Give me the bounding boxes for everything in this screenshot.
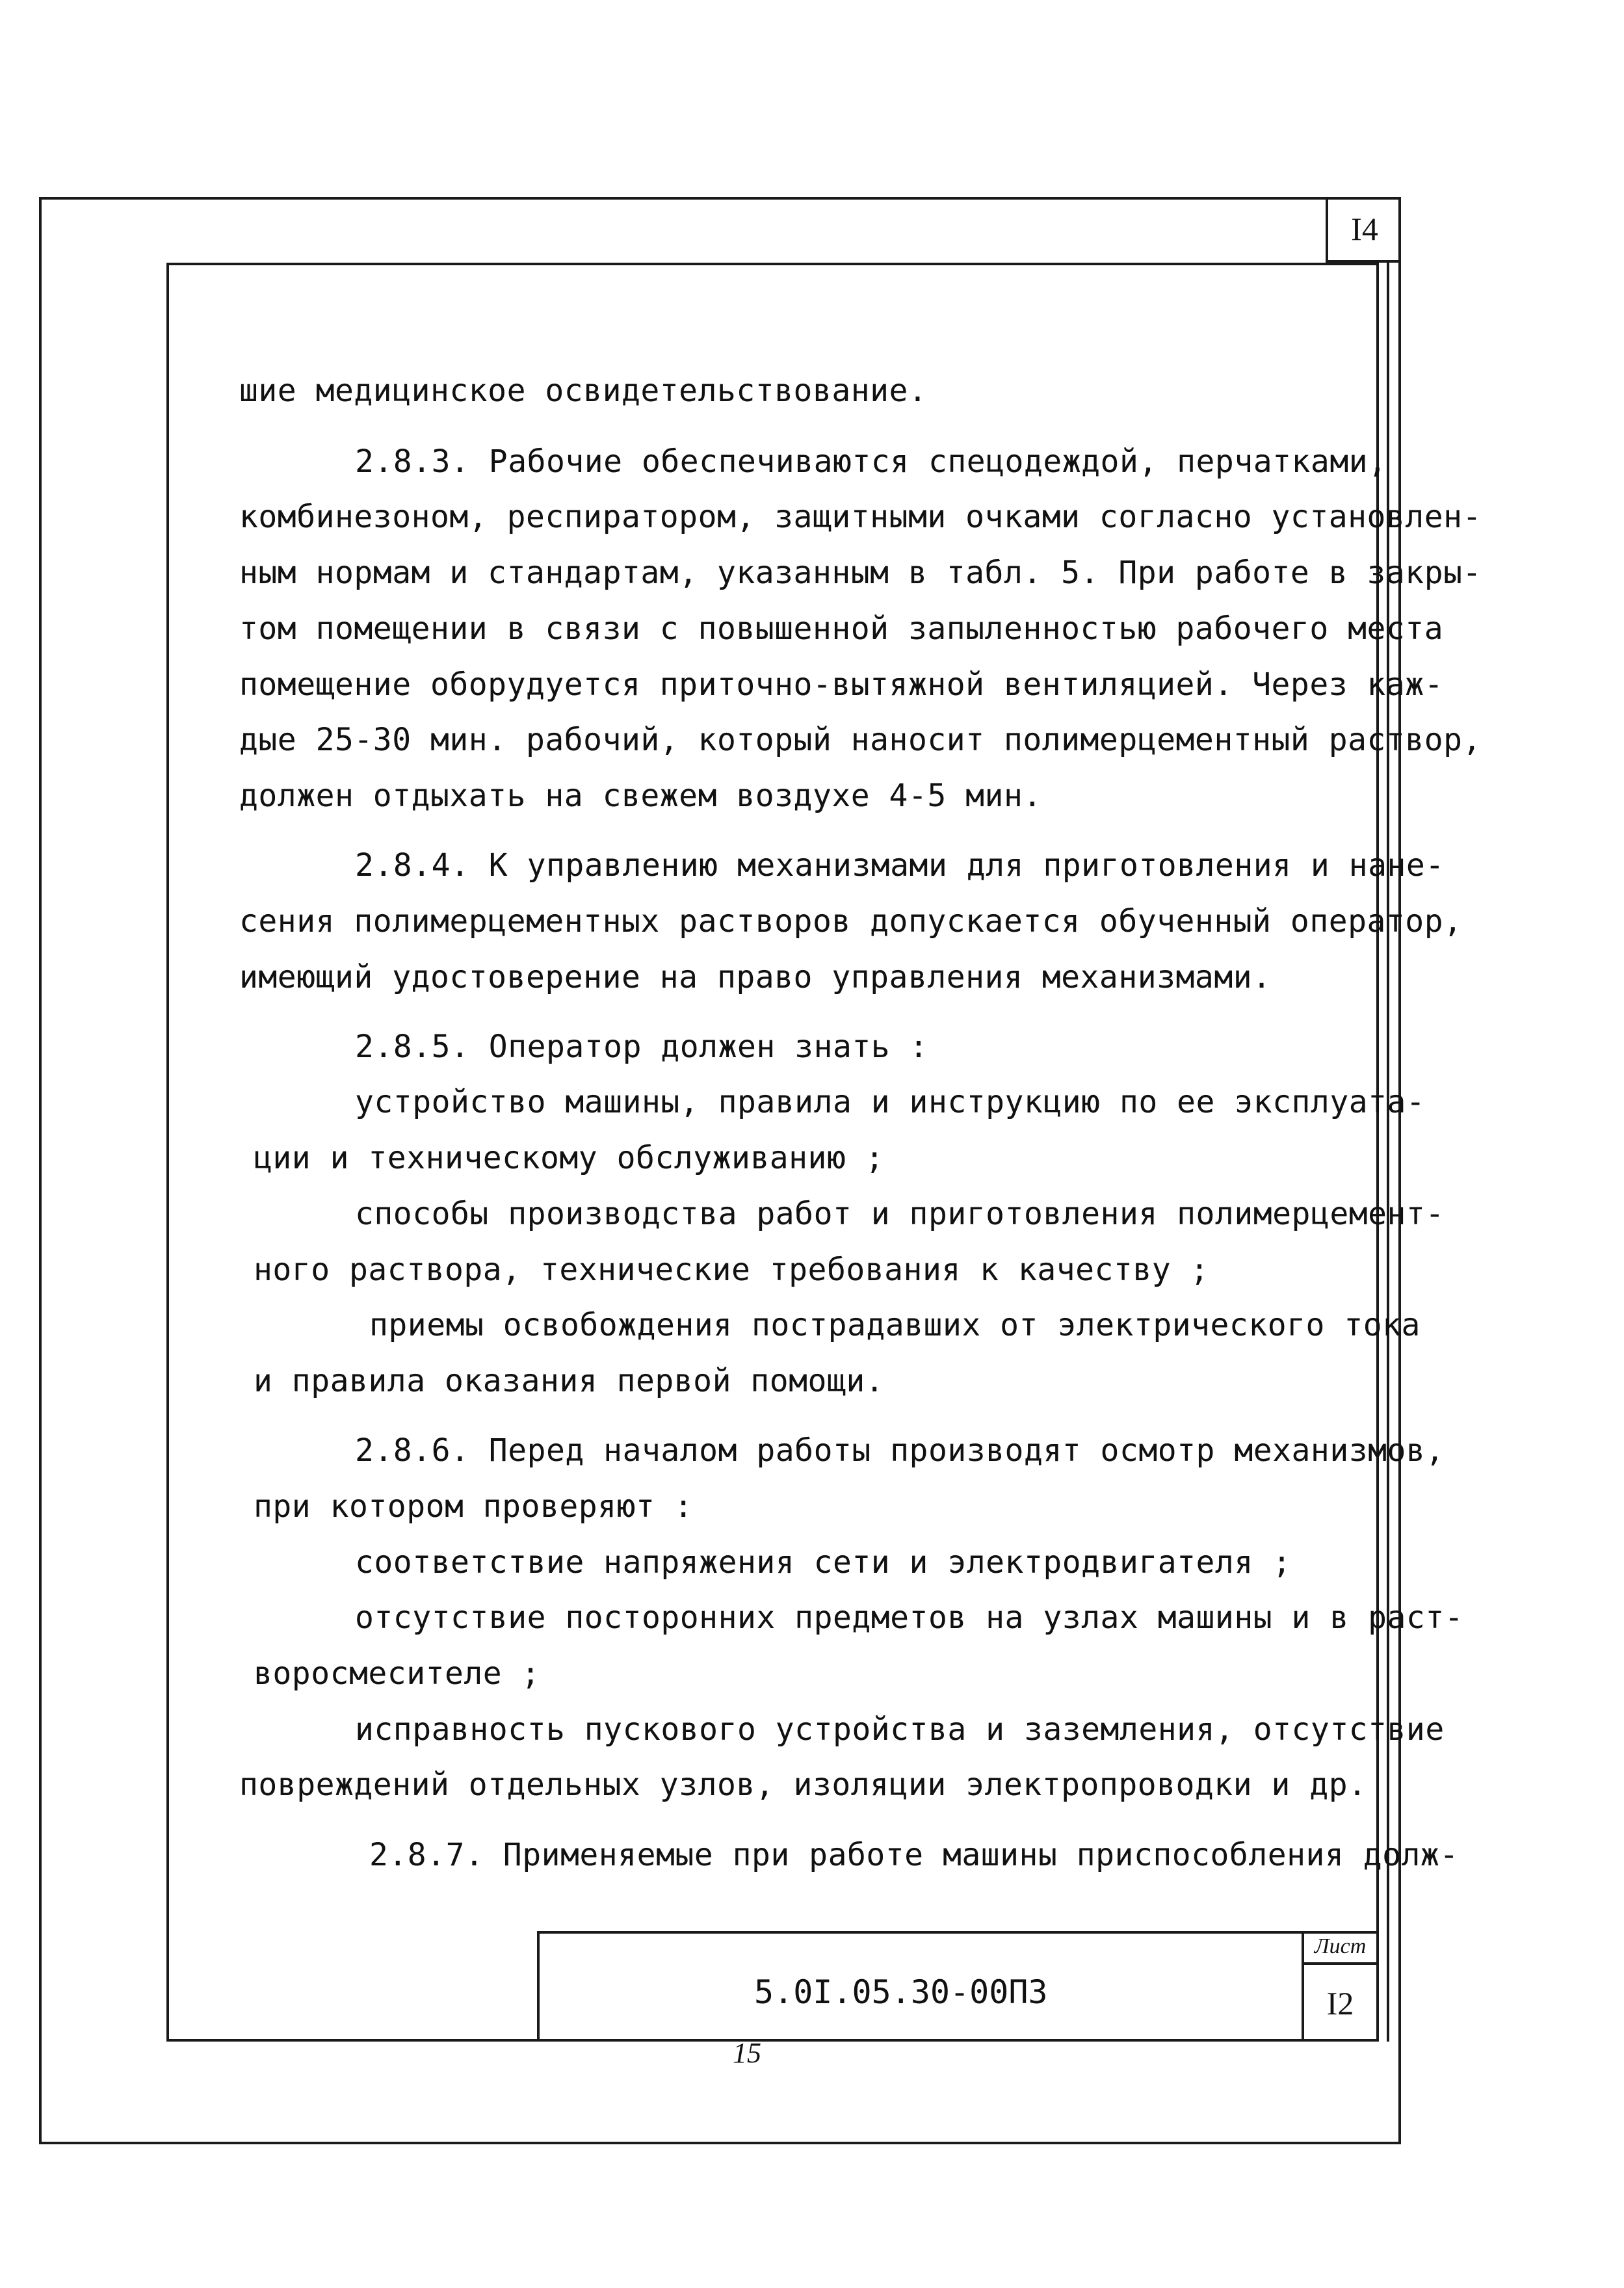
- document-code: 5.0I.05.30-00ПЗ: [754, 1973, 1048, 2011]
- body-line: при котором проверяют :: [254, 1488, 694, 1525]
- body-line: имеющий удостоверение на право управления механизмами.: [239, 959, 1272, 995]
- body-line: комбинезоном, респиратором, защитными очками согласно установлен-: [239, 499, 1482, 535]
- footer-page-number: 15: [733, 2037, 761, 2069]
- list-item: соответствие напряжения сети и электродвигателя ;: [355, 1544, 1292, 1581]
- list-item: отсутствие посторонних предметов на узлах машины и в раст-: [355, 1599, 1464, 1636]
- body-line: и правила оказания первой помощи.: [254, 1363, 885, 1399]
- body-line: воросмесителе ;: [254, 1655, 540, 1692]
- list-item: исправность пускового устройства и заземления, отсутствие: [355, 1711, 1445, 1748]
- list-item: приемы освобождения пострадавших от электрического тока: [369, 1307, 1421, 1343]
- paragraph-2-8-6: 2.8.6. Перед началом работы производят осмотр механизмов,: [355, 1432, 1445, 1469]
- body-line: ции и техническому обслуживанию ;: [254, 1140, 885, 1176]
- sheet-label: Лист: [1302, 1931, 1379, 1965]
- body-line: шие медицинское освидетельствование.: [239, 373, 928, 409]
- body-line: должен отдыхать на свежем воздухе 4-5 мин.: [239, 778, 1042, 814]
- paragraph-2-8-5: 2.8.5. Оператор должен знать :: [355, 1029, 928, 1065]
- body-line: сения полимерцементных растворов допускается обученный оператор,: [239, 903, 1463, 940]
- paragraph-2-8-4: 2.8.4. К управлению механизмами для приготовления и нане-: [355, 847, 1445, 884]
- body-line: ным нормам и стандартам, указанным в табл. 5. При работе в закры-: [239, 555, 1482, 591]
- body-line: ного раствора, технические требования к качеству ;: [254, 1252, 1209, 1288]
- top-page-number: I4: [1326, 197, 1401, 263]
- list-item: способы производства работ и приготовления полимерцемент-: [355, 1196, 1445, 1232]
- sheet-number: I2: [1326, 1985, 1354, 2021]
- body-line: дые 25-30 мин. рабочий, который наносит полимерцементный раствор,: [239, 722, 1482, 758]
- body-line: помещение оборудуется приточно-вытяжной вентиляцией. Через каж-: [239, 666, 1444, 703]
- paragraph-2-8-3: 2.8.3. Рабочие обеспечиваются спецодеждой, перчатками,: [355, 443, 1387, 480]
- body-line: повреждений отдельных узлов, изоляции электропроводки и др.: [239, 1767, 1367, 1803]
- body-line: том помещении в связи с повышенной запыленностью рабочего места: [239, 611, 1444, 647]
- list-item: устройство машины, правила и инструкцию по ее эксплуата-: [355, 1084, 1426, 1120]
- paragraph-2-8-7: 2.8.7. Применяемые при работе машины приспособления долж-: [369, 1837, 1459, 1873]
